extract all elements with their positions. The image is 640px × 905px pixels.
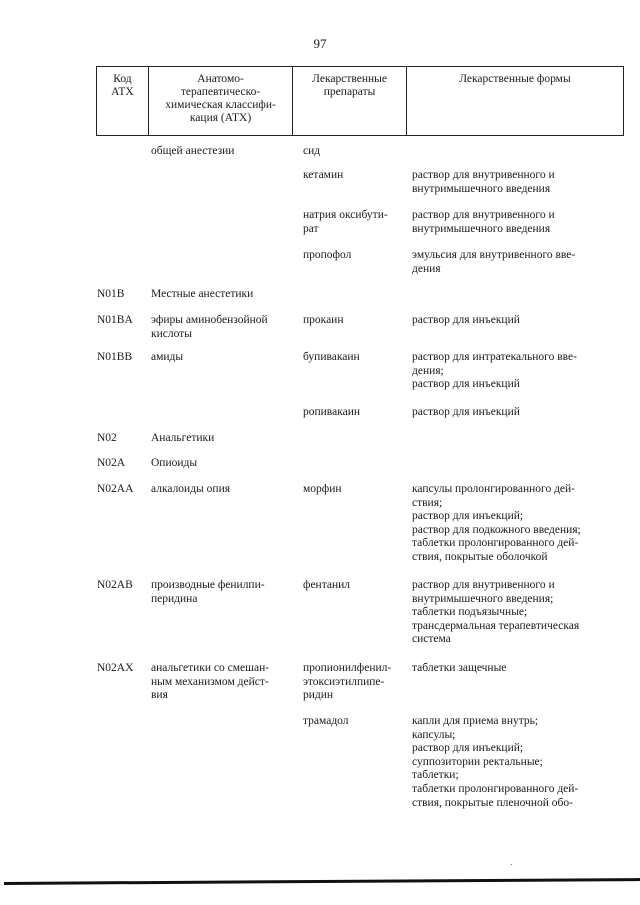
- page-number: 97: [313, 36, 327, 51]
- header-classification: Анатомо- терапевтическо- химическая классифи- кация (АТХ): [149, 67, 293, 135]
- drug-name: прокаин: [303, 314, 344, 326]
- atc-code: N01BB: [97, 351, 133, 363]
- atc-classification: Опиоиды: [151, 457, 198, 469]
- header-dosage-forms: Лекарственные формы: [459, 73, 571, 85]
- atc-classification: производные фенилпи- перидина: [151, 579, 265, 605]
- dosage-form: раствор для интратекального вве- дения; раствор для инъекций: [412, 351, 577, 391]
- atc-classification: Анальгетики: [151, 432, 215, 444]
- dosage-form: раствор для инъекций: [412, 314, 520, 326]
- atc-code: N02: [97, 432, 117, 444]
- atc-classification: анальгетики со смешан- ным механизмом дейст- вия: [151, 662, 270, 702]
- dosage-form: раствор для внутривенного и внутримышечного введения: [412, 169, 555, 195]
- drug-name: сид: [303, 145, 321, 157]
- drug-name: трамадол: [303, 715, 349, 727]
- drug-name: морфин: [303, 483, 342, 495]
- header-drugs: Лекарственные препараты: [293, 67, 407, 135]
- atc-classification: амиды: [151, 351, 184, 363]
- bottom-rule: [4, 878, 640, 885]
- atc-code: N02A: [97, 457, 126, 469]
- drug-name: бупивакаин: [303, 351, 360, 363]
- atc-classification: эфиры аминобензойной кислоты: [151, 314, 268, 340]
- dosage-form: раствор для инъекций: [412, 406, 520, 418]
- table-header: [96, 66, 624, 136]
- drug-name: кетамин: [303, 169, 344, 181]
- dosage-form: капли для приема внутрь; капсулы; раствор для инъекций; суппозитории ректальные; таблетки; таблетки пролонгированного дей- ствия, покрытые пленочной обо-: [412, 715, 579, 809]
- atc-classification: общей анестезии: [151, 145, 235, 157]
- atc-classification: Местные анестетики: [151, 288, 254, 300]
- dosage-form: таблетки защечные: [412, 662, 507, 674]
- atc-code: N01BA: [97, 314, 133, 326]
- drug-name: пропофол: [303, 249, 352, 261]
- atc-code: N02AB: [97, 579, 133, 591]
- scan-speck: [511, 864, 512, 865]
- drug-name: натрия оксибути- рат: [303, 209, 388, 235]
- dosage-form: раствор для внутривенного и внутримышечного введения: [412, 209, 555, 235]
- drug-name: фентанил: [303, 579, 351, 591]
- atc-code: N01B: [97, 288, 125, 300]
- dosage-form: капсулы пролонгированного дей- ствия; раствор для инъекций; раствор для подкожного введения; таблетки пролонгированного дей- ствия, покрытые оболочкой: [412, 483, 581, 563]
- drug-name: пропионилфенил- этоксиэтилпипе- ридин: [303, 662, 392, 702]
- atc-code: N02AX: [97, 662, 134, 674]
- drug-name: ропивакаин: [303, 406, 361, 418]
- dosage-form: раствор для внутривенного и внутримышечного введения; таблетки подъязычные; трансдермальная терапевтическая система: [412, 579, 580, 646]
- atc-code: N02AA: [97, 483, 134, 495]
- atc-classification: алкалоиды опия: [151, 483, 231, 495]
- header-code: Код АТХ: [97, 67, 149, 135]
- dosage-form: эмульсия для внутривенного вве- дения: [412, 249, 576, 275]
